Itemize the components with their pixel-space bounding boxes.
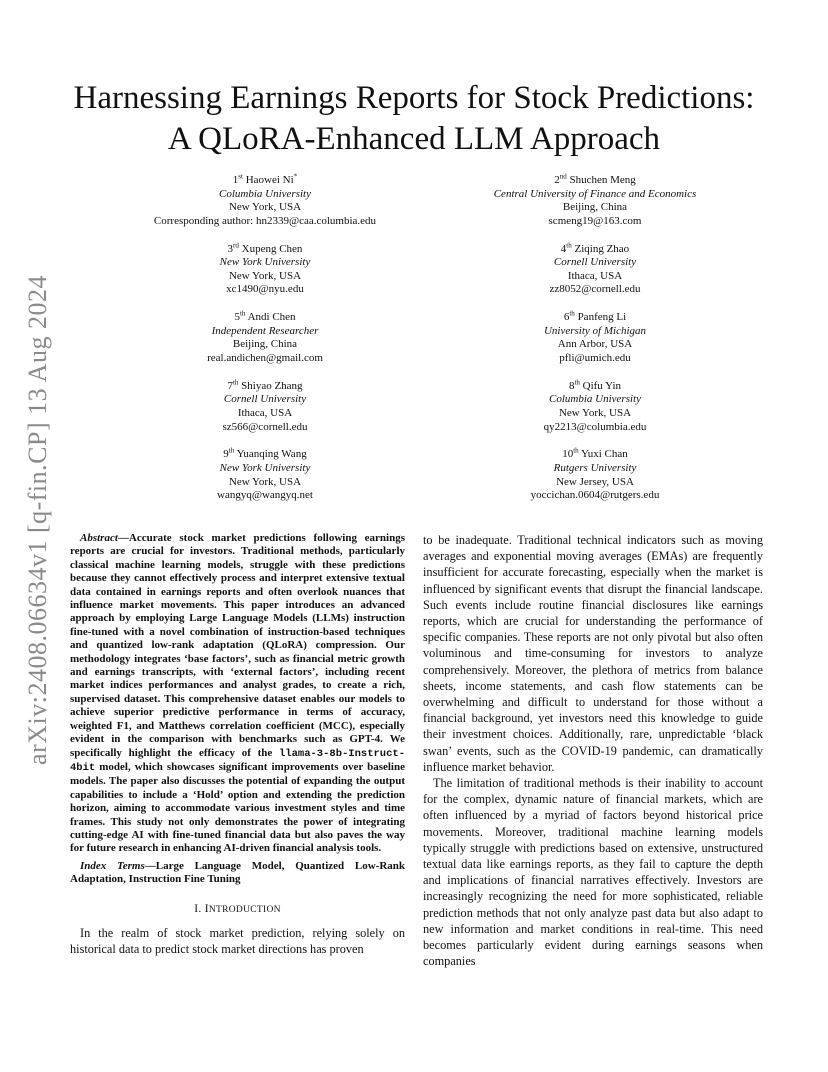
author-name <box>430 311 760 325</box>
author-location: Ann Arbor, USA <box>557 338 633 351</box>
author-fullname: Shiyao Zhang <box>241 379 303 392</box>
author-ordinal: 10 <box>562 448 574 461</box>
arxiv-identifier: arXiv:2408.06634v1 [q-fin.CP] 13 Aug 2024 <box>23 275 52 765</box>
author-ordinal: 5 <box>234 311 240 324</box>
author-1 <box>100 174 430 228</box>
author-location: Beijing, China <box>562 201 628 214</box>
author-contact: xc1490@nyu.edu <box>226 283 304 296</box>
author-2 <box>430 174 760 228</box>
abstract <box>70 532 405 856</box>
author-9 <box>100 448 430 502</box>
author-location: New York, USA <box>228 269 302 282</box>
author-ordinal-suffix: th <box>569 309 575 318</box>
author-ordinal-suffix: th <box>239 309 246 318</box>
author-ordinal-suffix: th <box>228 446 235 455</box>
author-ordinal: 9 <box>223 448 229 461</box>
abstract-text-b: model, which showcases significant improvements over baseline models. The paper also discusses the potential of expanding the output capabilities to include a ‘Hold’ option and extending the prediction horizon, aiming to accommodate various investment styles and time frames. This study not only demonstrates the power of integrating cutting-edge AI with fine-tuned financial data but also paves the way for future research in enhancing AI-driven financial analysis tools. <box>70 760 405 855</box>
author-name <box>430 380 760 394</box>
author-7 <box>100 380 430 434</box>
author-mark: * <box>293 172 298 181</box>
author-contact: wangyq@wangyq.net <box>217 489 313 502</box>
author-affiliation: Columbia University <box>549 393 641 406</box>
author-ordinal: 6 <box>563 311 570 324</box>
author-contact: pfli@umich.edu <box>559 351 631 364</box>
author-fullname: Qifu Yin <box>582 379 622 392</box>
author-ordinal-suffix: rd <box>233 240 239 249</box>
author-ordinal: 8 <box>568 379 575 392</box>
index-terms <box>70 860 405 887</box>
author-affiliation: Columbia University <box>219 187 311 200</box>
author-affiliation: Rutgers University <box>553 461 637 474</box>
title-line-2: A QLoRA-Enhanced LLM Approach <box>167 121 661 157</box>
abstract-text-a: —Accurate stock market predictions following earnings reports are crucial for investors. Traditional methods, particularly classical machine learning models, struggle with these predictions because they cannot effectively process and interpret extensive textual data contained in earnings reports and often overlook nuances that influence market movements. This paper introduces an advanced approach by employing Large Language Models (LLMs) instruction fine-tuned with a novel combination of instruction-based techniques and quantized low-rank adaptation (QLoRA) compression. Our methodology integrates ‘base factors’, such as financial metric growth and earnings transcripts, with ‘external factors’, including recent market indices performances and analyst grades, to create a rich, supervised dataset. This comprehensive dataset enables our models to achieve superior predictive performance in terms of accuracy, weighted F1, and Matthews correlation coefficient (MCC), especially evident in the comparison with benchmarks such as GPT-4. We specifically highlight the efficacy of the <box>70 532 405 759</box>
model-name-code: llama-3-8b-Instruct-4bit <box>70 747 406 774</box>
author-ordinal: 7 <box>227 379 233 392</box>
author-10 <box>430 448 760 502</box>
author-affiliation: New York University <box>219 256 311 269</box>
author-fullname: Yuanqing Wang <box>236 448 307 461</box>
author-location: New York, USA <box>558 406 632 419</box>
author-location: New York, USA <box>228 475 302 488</box>
author-name <box>100 311 430 325</box>
section-number: I. <box>194 902 202 915</box>
author-name <box>430 240 760 257</box>
author-ordinal-suffix: th <box>232 378 239 387</box>
section-title-rest: NTRODUCTION <box>208 904 281 915</box>
author-affiliation: New York University <box>219 461 311 474</box>
author-location: Ithaca, USA <box>237 406 293 419</box>
index-terms-lead: Index Terms <box>80 859 145 872</box>
author-contact: sz566@cornell.edu <box>222 420 308 433</box>
author-ordinal-suffix: th <box>573 446 579 455</box>
author-ordinal-suffix: nd <box>559 172 567 181</box>
section-heading-introduction <box>70 903 405 917</box>
author-contact: real.andichen@gmail.com <box>207 351 323 364</box>
author-affiliation: University of Michigan <box>543 324 647 337</box>
author-location: New York, USA <box>228 201 302 214</box>
author-name <box>100 240 430 257</box>
left-column <box>70 532 405 957</box>
intro-paragraph-start: In the realm of stock market prediction, relying solely on historical data to predict stock market directions has proven <box>70 925 405 957</box>
author-fullname: Yuxi Chan <box>581 448 628 461</box>
author-contact: qy2213@columbia.edu <box>543 420 647 433</box>
author-name <box>430 174 760 188</box>
author-fullname: Haowei Ni <box>245 174 294 186</box>
author-contact: scmeng19@163.com <box>548 214 642 227</box>
author-contact: Corresponding author: hn2339@caa.columbia.edu <box>153 214 377 227</box>
index-terms-text: —Large Language Model, Quantized Low-Rank Adaptation, Instruction Fine Tuning <box>70 859 405 886</box>
paper-title <box>0 78 828 160</box>
author-name <box>100 174 430 188</box>
author-name <box>430 448 760 462</box>
author-affiliation: Cornell University <box>223 393 307 406</box>
author-ordinal-suffix: th <box>574 378 580 387</box>
author-ordinal: 2 <box>554 174 560 186</box>
arxiv-side-stamp <box>16 270 60 770</box>
author-contact: zz8052@cornell.edu <box>549 283 641 296</box>
author-name <box>100 448 430 462</box>
author-fullname: Andi Chen <box>247 311 296 324</box>
author-6 <box>430 311 760 365</box>
author-8 <box>430 380 760 434</box>
author-location: New Jersey, USA <box>556 475 634 488</box>
author-affiliation: Independent Researcher <box>211 324 319 337</box>
author-fullname: Ziqing Zhao <box>574 242 630 255</box>
author-ordinal-suffix: st <box>238 172 243 181</box>
author-fullname: Panfeng Li <box>577 311 627 324</box>
author-contact: yoccichan.0604@rutgers.edu <box>530 489 660 502</box>
section-first-letter: I <box>204 902 209 915</box>
author-location: Beijing, China <box>232 338 298 351</box>
title-line-1: Harnessing Earnings Reports for Stock Predictions: <box>73 80 755 116</box>
author-location: Ithaca, USA <box>567 269 623 282</box>
author-3 <box>100 240 430 297</box>
author-4 <box>430 240 760 297</box>
author-fullname: Shuchen Meng <box>569 174 636 186</box>
author-ordinal: 3 <box>227 242 234 255</box>
intro-paragraph-2: The limitation of traditional methods is their inability to account for the complex, dynamic nature of financial markets, which are often influenced by a myriad of factors beyond historical price movements. Moreover, traditional machine learning models typically struggle with predictions based on extensive, unstructured textual data like earnings reports, as they fail to capture the depth and implications of financial narratives effectively. Investors are increasingly recognizing the need for more sophisticated, reliable prediction methods that not only analyze past data but also adapt to new information and market conditions in real-time. This need becomes particularly evident during earnings seasons when companies <box>423 776 763 969</box>
intro-paragraph-continued: to be inadequate. Traditional technical indicators such as moving averages and exponential moving averages (EMAs) are frequently insufficient for accurate forecasting, especially when the market is influenced by significant events that disrupt the financial landscape. Such events include routine financial disclosures like earnings reports, which are crucial for understanding the performance of specific companies. These reports are not only pivotal but also often voluminous and time-consuming for investors to analyze comprehensively. Moreover, the plethora of metrics from balance sheets, income statements, and cash flow statements can be overwhelming and difficult to understand for those without a financial background, yet investors need this knowledge to guide their investment choices. Additionally, rare, unpredictable ‘black swan’ events, such as the COVID-19 pandemic, can dramatically influence market behavior. <box>423 533 763 774</box>
author-affiliation: Cornell University <box>553 256 637 269</box>
author-affiliation: Central University of Finance and Economics <box>493 187 697 200</box>
author-ordinal-suffix: th <box>566 240 572 249</box>
abstract-lead: Abstract <box>80 532 118 544</box>
author-fullname: Xupeng Chen <box>241 242 303 255</box>
author-ordinal: 1 <box>232 174 239 186</box>
author-name <box>100 380 430 394</box>
author-ordinal: 4 <box>560 242 567 255</box>
right-column <box>423 532 763 969</box>
author-5 <box>100 311 430 365</box>
